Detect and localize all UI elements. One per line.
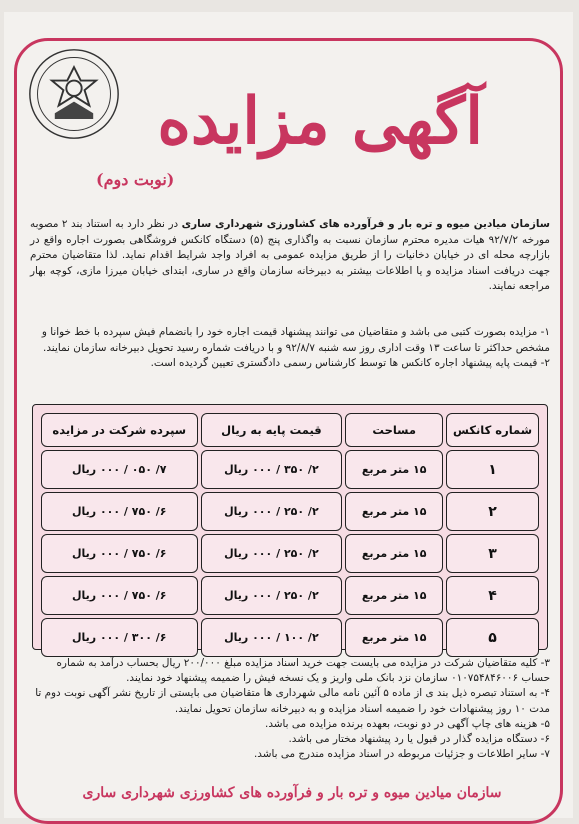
table-cell: ۶/ ۷۵۰ / ۰۰۰ ریال bbox=[41, 534, 198, 573]
notes-list bbox=[30, 656, 550, 762]
kiosk-table bbox=[38, 410, 542, 660]
note-item: ۷- سایر اطلاعات و جزئیات مربوطه در اسناد مزایده مندرج می باشد. bbox=[254, 748, 550, 761]
condition-item: ۱- مزایده بصورت کتبی می باشد و متقاضیان می توانند پیشنهاد قیمت اجاره خود را بانضمام فیش سپرده با خط خوانا و مشخص حداکثر تا ساعت ۱۳ وقت اداری روز سه شنبه ۹۲/۸/۷ و با دریافت شماره رسید تحویل دبیرخانه سازمان نمایند. bbox=[41, 326, 550, 354]
note-item: ۶- دستگاه مزایده گذار در قبول یا رد پیشنهاد مختار می باشد. bbox=[288, 733, 550, 746]
table-row bbox=[41, 576, 539, 615]
column-header: قیمت پایه به ریال bbox=[201, 413, 343, 447]
table-cell: ۶/ ۳۰۰ / ۰۰۰ ریال bbox=[41, 618, 198, 657]
column-header: مساحت bbox=[345, 413, 443, 447]
table-cell: ۲/ ۳۵۰ / ۰۰۰ ریال bbox=[201, 450, 343, 489]
note-item: ۴- به استناد تبصره ذیل بند ی از ماده ۵ آئین نامه مالی شهرداری ها متقاضیان می بایستی از تاریخ نشر آگهی نوبت دوم تا مدت ۱۰ روز پیشنهادات خود را ضمیمه اسناد مزایده و به دبیرخانه سازمان تحویل نمایند. bbox=[35, 687, 550, 715]
announcement-round: (نوبت دوم) bbox=[96, 170, 175, 189]
table-cell: ۲/ ۲۵۰ / ۰۰۰ ریال bbox=[201, 492, 343, 531]
table-cell: ۱۵ متر مربع bbox=[345, 492, 443, 531]
table-cell: ۲/ ۱۰۰ / ۰۰۰ ریال bbox=[201, 618, 343, 657]
table-cell: ۱۵ متر مربع bbox=[345, 450, 443, 489]
table-cell: ۲/ ۲۵۰ / ۰۰۰ ریال bbox=[201, 534, 343, 573]
kiosk-table-box bbox=[32, 404, 548, 650]
table-row bbox=[41, 618, 539, 657]
table-cell: ۶/ ۷۵۰ / ۰۰۰ ریال bbox=[41, 492, 198, 531]
condition-item: ۲- قیمت پایه پیشنهاد اجاره کانکس ها توسط کارشناس رسمی دادگستری تعیین گردیده است. bbox=[150, 357, 550, 370]
table-cell: ۳ bbox=[446, 534, 539, 573]
table-cell: ۲/ ۲۵۰ / ۰۰۰ ریال bbox=[201, 576, 343, 615]
table-row bbox=[41, 534, 539, 573]
table-cell: ۱ bbox=[446, 450, 539, 489]
organization-name: سازمان میادین میوه و تره بار و فرآورده های کشاورزی شهرداری ساری bbox=[181, 218, 550, 230]
column-header: سپرده شرکت در مزایده bbox=[41, 413, 198, 447]
organization-emblem-icon bbox=[26, 46, 122, 142]
footer-signature: سازمان میادین میوه و تره بار و فرآورده های کشاورزی شهرداری ساری bbox=[82, 785, 502, 801]
table-cell: ۷/ ۰۵۰ / ۰۰۰ ریال bbox=[41, 450, 198, 489]
intro-text: در نظر دارد به استناد بند ۲ مصوبه مورخه ۹۲/۷/۲ هیات مدیره محترم سازمان نسبت به واگذاری پنج (۵) دستگاه کانکس فروشگاهی بصورت اجاره واقع در بازارچه محله ای در خیابان دخانیات را از طریق مزایده عمومی به افراد واجد شرایط اقدام نماید. لذا متقاضیان محترم جهت دریافت اسناد مزایده و یا اطلاعات بیشتر به دبیرخانه سازمان واقع در ساری، ابتدای خیابان میرزا مازی، کوچه بهار مراجعه نمایند. bbox=[30, 218, 550, 293]
conditions-list bbox=[30, 325, 550, 372]
table-row bbox=[41, 492, 539, 531]
table-cell: ۴ bbox=[446, 576, 539, 615]
announcement-title: آگهی مزایده bbox=[157, 84, 483, 159]
table-cell: ۵ bbox=[446, 618, 539, 657]
note-item: ۳- کلیه متقاضیان شرکت در مزایده می بایست جهت خرید اسناد مزایده مبلغ ۲۰۰/۰۰۰ ریال بحساب درآمد به شماره حساب ۰۱۰۷۵۴۸۴۶۰۰۶ سازمان نزد بانک ملی واریز و یک نسخه فیش را ضمیمه پیشنهاد خود نمایند. bbox=[56, 657, 550, 685]
table-cell: ۱۵ متر مربع bbox=[345, 576, 443, 615]
column-header: شماره کانکس bbox=[446, 413, 539, 447]
intro-paragraph bbox=[30, 217, 550, 295]
table-cell: ۶/ ۷۵۰ / ۰۰۰ ریال bbox=[41, 576, 198, 615]
table-cell: ۲ bbox=[446, 492, 539, 531]
table-cell: ۱۵ متر مربع bbox=[345, 618, 443, 657]
table-header-row bbox=[41, 413, 539, 447]
newspaper-page bbox=[4, 12, 573, 818]
note-item: ۵- هزینه های چاپ آگهی در دو نوبت، بعهده برنده مزایده می باشد. bbox=[265, 717, 550, 730]
table-row bbox=[41, 450, 539, 489]
table-cell: ۱۵ متر مربع bbox=[345, 534, 443, 573]
